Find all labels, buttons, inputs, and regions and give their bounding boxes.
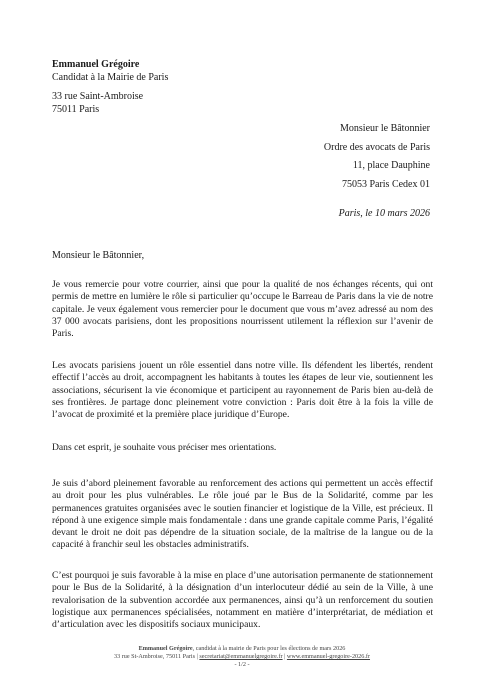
footer-separator: | xyxy=(282,653,287,660)
recipient-line: Ordre des avocats de Paris xyxy=(323,141,430,153)
page-footer xyxy=(0,645,484,669)
footer-contact-line xyxy=(0,653,484,661)
footer-description: , candidat à la mairie de Paris pour les élections de mars 2026 xyxy=(192,645,346,652)
sender-street: 33 rue Saint-Ambroise xyxy=(52,91,144,102)
recipient-line: 75053 Paris Cedex 01 xyxy=(341,178,430,190)
sender-block xyxy=(52,58,168,116)
body-paragraph: Je suis d’abord pleinement favorable au renforcement des actions qui permettent un accès effectif au droit pour les plus vulnérables. Le rôle joué par le Bus de la Solidarité, comme par les permanences gratuites organisées avec le soutien financier et logistique de la Ville, est précieux. Il répond à une exigence simple mais fondamentale : dans une grande capitale comme Paris, l’égalité devant le droit ne doit pas dépendre de la situation sociale, de la maîtrise de la langue ou de la capacité à franchir seul les obstacles administratifs. xyxy=(52,478,433,551)
footer-address: 33 rue St-Ambroise, 75011 Paris | xyxy=(113,653,200,660)
recipient-block xyxy=(324,120,430,194)
body-paragraph: C’est pourquoi je suis favorable à la mise en place d’une autorisation permanente de stationnement pour le Bus de la Solidarité, à la désignation d’un interlocuteur dédié au sein de la Ville, à une revalorisation de la subvention accordée aux permanences, ainsi qu’à un renforcement du soutien logistique aux permanences spécialisées, notamment en matière d’interprétariat, de médiation et d’articulation avec les dispositifs sociaux municipaux. xyxy=(52,570,433,631)
body-paragraph: Dans cet esprit, je souhaite vous préciser mes orientations. xyxy=(52,442,277,453)
recipient-line: Monsieur le Bâtonnier xyxy=(340,123,430,134)
salutation: Monsieur le Bâtonnier, xyxy=(52,250,145,261)
sender-title: Candidat à la Mairie de Paris xyxy=(52,72,169,83)
sender-city: 75011 Paris xyxy=(52,104,100,115)
body-paragraph: Je vous remercie pour votre courrier, ainsi que pour la qualité de nos échanges récents, qui ont permis de mettre en lumière le rôle si particulier qu’occupe le Barreau de Paris dans la vie de notre capitale. Je veux également vous remercier pour le document que vous m’avez adressé au nom des 37 000 avocats parisiens, dont les propositions nourrissent utilement la réflexion sur l’avenir de Paris. xyxy=(52,279,433,340)
recipient-line: 11, place Dauphine xyxy=(352,160,430,171)
body-paragraph: Les avocats parisiens jouent un rôle essentiel dans notre ville. Ils défendent les libertés, rendent effectif l’accès au droit, accompagnent les habitants à toutes les étapes de leur vie, soutiennent les associations, sécurisent la vie économique et participent au rayonnement de Paris bien au-delà de ses frontières. Je partage donc pleinement votre conviction : Paris doit être à la fois la ville de l’avocat de proximité et la première place juridique d’Europe. xyxy=(52,360,433,421)
footer-email-link[interactable]: secretariat@emmanuelgregoire.fr xyxy=(199,653,283,660)
letter-date: Paris, le 10 mars 2026 xyxy=(338,208,430,219)
page-number: - 1/2 - xyxy=(234,661,250,668)
footer-name: Emmanuel Grégoire xyxy=(138,645,193,652)
sender-name: Emmanuel Grégoire xyxy=(52,59,140,70)
footer-website-link[interactable]: www.emmanuel-gregoire-2026.fr xyxy=(286,653,371,660)
footer-line xyxy=(0,645,484,653)
